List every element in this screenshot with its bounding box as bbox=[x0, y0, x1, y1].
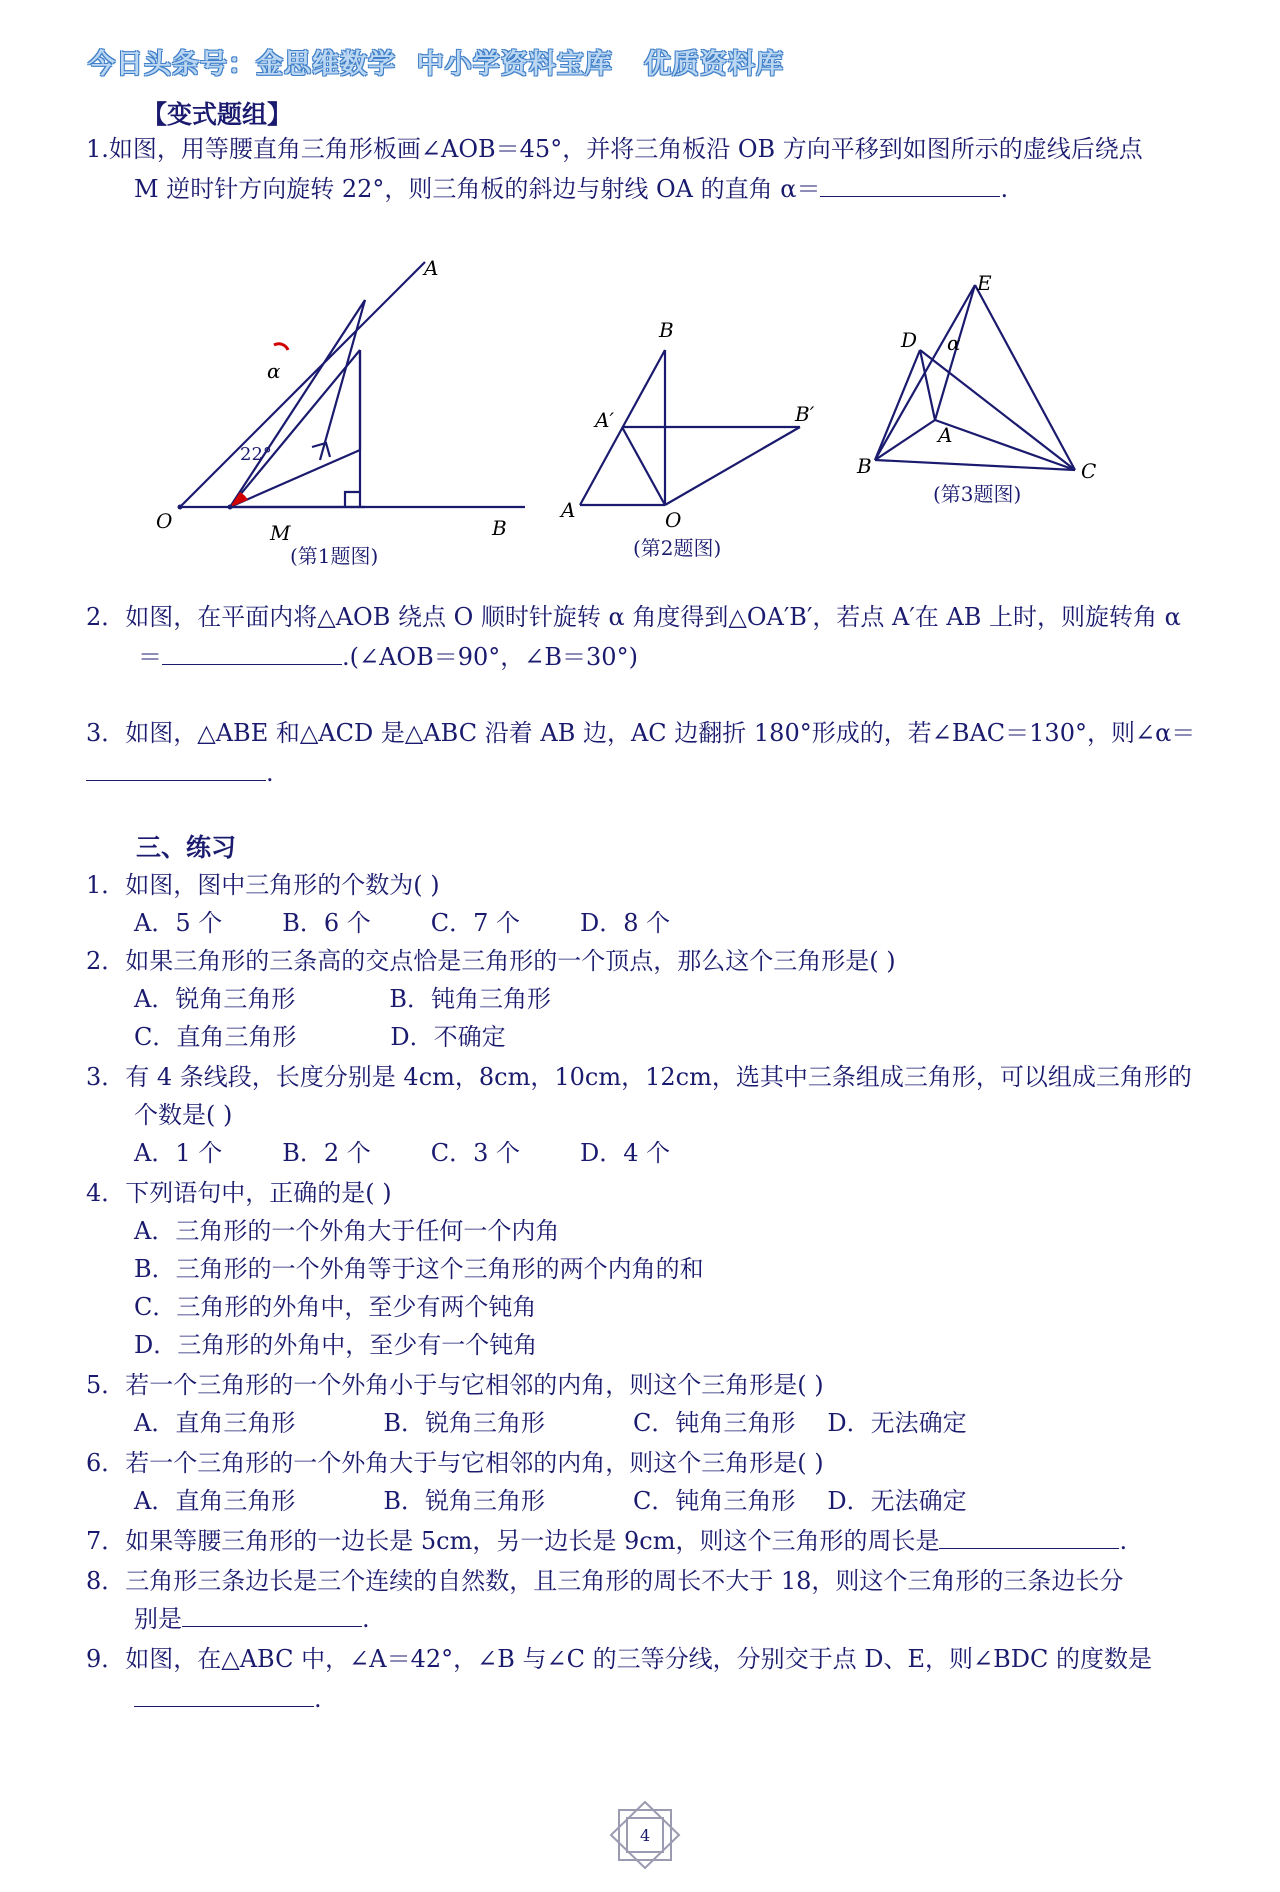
fig2-label-O: O bbox=[665, 508, 682, 532]
option-c: C．直角三角形 bbox=[134, 1023, 297, 1051]
ray-oa bbox=[180, 262, 425, 507]
figure-3 bbox=[845, 265, 1105, 515]
page-number: 4 bbox=[640, 1826, 651, 1845]
figure-1 bbox=[140, 250, 540, 580]
answer-blank bbox=[134, 1684, 314, 1707]
option-b: B．钝角三角形 bbox=[389, 985, 551, 1013]
practice-q6-options bbox=[134, 1482, 967, 1521]
option-d: D．8 个 bbox=[580, 909, 671, 937]
variant-section-title: 【变式题组】 bbox=[142, 100, 293, 129]
option-c: C．钝角三角形 bbox=[632, 1409, 796, 1437]
answer-blank bbox=[939, 1526, 1119, 1549]
segment-ob1 bbox=[665, 427, 800, 505]
option-d: D．无法确定 bbox=[827, 1487, 967, 1515]
page-header: 今日头条号：金思维数学 中小学资料宝库 优质资料库 bbox=[88, 49, 784, 80]
practice-q1-options bbox=[134, 904, 670, 943]
option-d: D．不确定 bbox=[390, 1023, 506, 1051]
triangle-side bbox=[230, 350, 360, 507]
practice-q2-options-ab bbox=[134, 980, 551, 1019]
fig3-caption: (第3题图) bbox=[933, 482, 1022, 506]
variant-q3-line2: . bbox=[86, 754, 274, 793]
option-c: C．7 个 bbox=[430, 909, 521, 937]
fig3-label-alpha: α bbox=[947, 331, 961, 355]
practice-q3-options bbox=[134, 1134, 670, 1173]
option-a: A．5 个 bbox=[134, 909, 223, 937]
fig2-caption: (第2题图) bbox=[633, 536, 722, 560]
practice-q2-options-cd bbox=[134, 1018, 506, 1057]
practice-q7: 7．如果等腰三角形的一边长是 5cm，另一边长是 9cm，则这个三角形的周长是 . bbox=[86, 1527, 1128, 1555]
practice-q4-stem: 4．下列语句中，正确的是( ) bbox=[86, 1179, 392, 1207]
answer-blank bbox=[162, 642, 342, 665]
fig1-label-angle: 22° bbox=[240, 444, 272, 465]
variant-q2-line2: ＝ .(∠AOB＝90°，∠B＝30°) bbox=[138, 643, 638, 671]
practice-section-title: 三、练习 bbox=[136, 833, 237, 862]
answer-blank bbox=[820, 174, 1000, 197]
practice-q8-stem: 8．三角形三条边长是三个连续的自然数，且三角形的周长不大于 18，则这个三角形的三条边长分 bbox=[86, 1567, 1124, 1595]
fig3-label-A: A bbox=[938, 423, 953, 447]
practice-q9-stem: 9．如图，在△ABC 中，∠A＝42°，∠B 与∠C 的三等分线，分别交于点 D、E，则∠BDC 的度数是 bbox=[86, 1645, 1152, 1673]
fig3-label-E: E bbox=[977, 271, 992, 295]
practice-q5-options bbox=[134, 1404, 967, 1443]
figure-2 bbox=[555, 315, 825, 565]
segment-ec bbox=[975, 285, 1075, 470]
practice-q5-stem: 5．若一个三角形的一个外角小于与它相邻的内角，则这个三角形是( ) bbox=[86, 1371, 824, 1399]
fig2-label-A1: A′ bbox=[595, 408, 614, 432]
practice-q6-stem: 6．若一个三角形的一个外角大于与它相邻的内角，则这个三角形是( ) bbox=[86, 1449, 824, 1477]
variant-q1-line1: 1.如图，用等腰直角三角形板画∠AOB＝45°，并将三角板沿 OB 方向平移到如图所示的虚线后绕点 bbox=[86, 135, 1143, 163]
segment-bc bbox=[875, 460, 1075, 470]
option-d: D．4 个 bbox=[580, 1139, 671, 1167]
angle-mark bbox=[230, 492, 248, 507]
segment-a1o bbox=[622, 427, 665, 505]
option-a: A．锐角三角形 bbox=[134, 985, 296, 1013]
option-a: A．1 个 bbox=[134, 1139, 223, 1167]
fig2-label-B: B bbox=[659, 318, 674, 342]
option-b: B．锐角三角形 bbox=[383, 1487, 545, 1515]
practice-q4-option-c: C．三角形的外角中，至少有两个钝角 bbox=[134, 1293, 537, 1321]
option-b: B．锐角三角形 bbox=[383, 1409, 545, 1437]
option-d: D．无法确定 bbox=[827, 1409, 967, 1437]
segment-ac bbox=[935, 420, 1075, 470]
fig3-label-B: B bbox=[857, 454, 872, 478]
fig1-label-A: A bbox=[424, 256, 439, 280]
practice-q8-line2: 别是 . bbox=[134, 1605, 370, 1633]
practice-q4-option-a: A．三角形的一个外角大于任何一个内角 bbox=[134, 1217, 560, 1245]
fig1-label-B: B bbox=[492, 516, 507, 540]
fig2-label-A: A bbox=[561, 498, 576, 522]
page-number-badge bbox=[605, 1800, 685, 1870]
segment-bd bbox=[875, 350, 920, 460]
fig1-label-M: M bbox=[270, 521, 291, 545]
fig1-label-O: O bbox=[156, 509, 173, 533]
option-a: A．直角三角形 bbox=[134, 1487, 296, 1515]
practice-q4-option-b: B．三角形的一个外角等于这个三角形的两个内角的和 bbox=[134, 1255, 704, 1283]
fig1-caption: (第1题图) bbox=[290, 544, 379, 568]
fig3-label-D: D bbox=[901, 328, 918, 352]
fig2-label-B1: B′ bbox=[795, 402, 815, 426]
practice-q3-stem: 3．有 4 条线段，长度分别是 4cm，8cm，10cm，12cm，选其中三条组成三角形，可以组成三角形的 bbox=[86, 1063, 1192, 1091]
practice-q4-option-d: D．三角形的外角中，至少有一个钝角 bbox=[134, 1331, 538, 1359]
practice-q9-line2: . bbox=[134, 1680, 322, 1719]
variant-q2-line1: 2．如图，在平面内将△AOB 绕点 O 顺时针旋转 α 角度得到△OA′B′，若点 A′在 AB 上时，则旋转角 α bbox=[86, 603, 1181, 631]
alpha-mark bbox=[274, 344, 288, 350]
option-c: C．钝角三角形 bbox=[632, 1487, 796, 1515]
segment-dc bbox=[920, 350, 1075, 470]
practice-q3-stem2: 个数是( ) bbox=[134, 1101, 233, 1129]
option-a: A．直角三角形 bbox=[134, 1409, 296, 1437]
answer-blank bbox=[182, 1604, 362, 1627]
practice-q2-stem: 2．如果三角形的三条高的交点恰是三角形的一个顶点，那么这个三角形是( ) bbox=[86, 947, 896, 975]
variant-q1-line2: M 逆时针方向旋转 22°，则三角板的斜边与射线 OA 的直角 α＝ . bbox=[134, 175, 1009, 203]
option-b: B．6 个 bbox=[282, 909, 371, 937]
practice-q1-stem: 1．如图，图中三角形的个数为( ) bbox=[86, 871, 440, 899]
option-c: C．3 个 bbox=[430, 1139, 521, 1167]
fig3-label-C: C bbox=[1081, 459, 1097, 483]
variant-q3-line1: 3．如图，△ABE 和△ACD 是△ABC 沿着 AB 边，AC 边翻折 180°形成的，若∠BAC＝130°，则∠α＝ bbox=[86, 719, 1196, 747]
segment-be bbox=[875, 285, 975, 460]
fig1-label-alpha: α bbox=[267, 359, 281, 383]
option-b: B．2 个 bbox=[282, 1139, 371, 1167]
rotated-hypotenuse bbox=[230, 300, 365, 507]
answer-blank bbox=[86, 758, 266, 781]
